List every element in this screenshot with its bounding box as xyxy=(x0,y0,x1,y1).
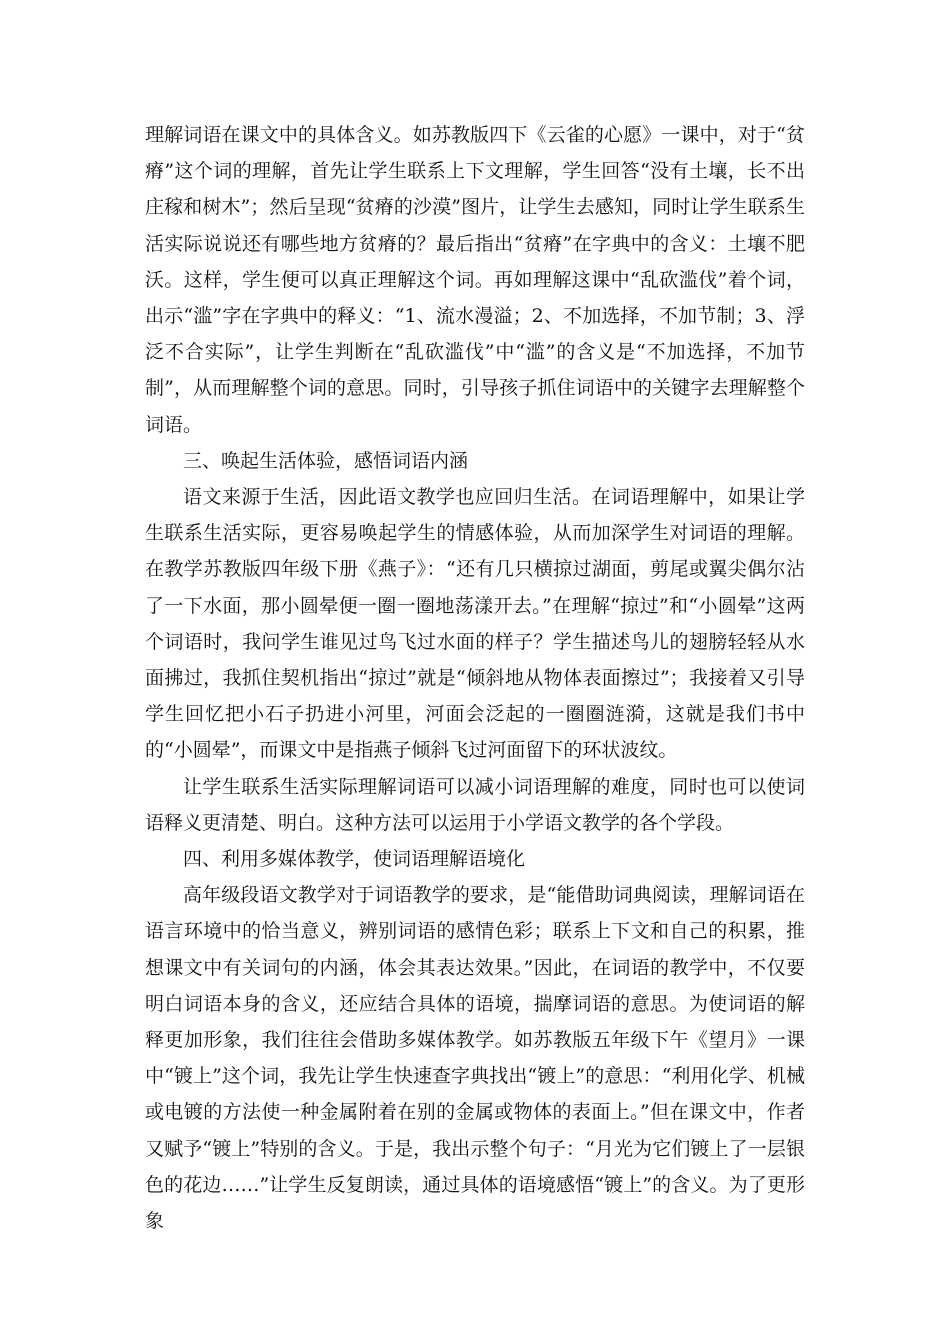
section-heading-4: 四、利用多媒体教学，使词语理解语境化 xyxy=(183,848,526,871)
body-paragraph-3: 让学生联系生活实际理解词语可以减小词语理解的难度，同时也可以使词语释义更清楚、明白。这种方法可以运用于小学语文教学的各个学段。 xyxy=(145,775,805,834)
body-paragraph-2: 语文来源于生活，因此语文教学也应回归生活。在词语理解中，如果让学生联系生活实际，更容易唤起学生的情感体验，从而加深学生对词语的理解。在教学苏教版四年级下册《燕子》：“还有几只横掠过湖面，剪尾或翼尖偶尔沾了一下水面，那小圆晕便一圈一圈地荡漾开去。”在理解“掠过”和“小圆晕”这两个词语时，我问学生谁见过鸟飞过水面的样子？学生描述鸟儿的翅膀轻轻从水面拂过，我抓住契机指出“掠过”就是“倾斜地从物体表面擦过”；我接着又引导学生回忆把小石子扔进小河里，河面会泛起的一圈圈涟漪，这就是我们书中的“小圆晕”，而课文中是指燕子倾斜飞过河面留下的环状波纹。 xyxy=(145,486,805,762)
body-paragraph-1: 理解词语在课文中的具体含义。如苏教版四下《云雀的心愿》一课中，对于“贫瘠”这个词的理解，首先让学生联系上下文理解，学生回答“没有土壤，长不出庄稼和树木”；然后呈现“贫瘠的沙漠”图片，让学生去感知，同时让学生联系生活实际说说还有哪些地方贫瘠的？最后指出“贫瘠”在字典中的含义：土壤不肥沃。这样，学生便可以真正理解这个词。再如理解这课中“乱砍滥伐”着个词，出示“滥”字在字典中的释义：“1、流水漫溢；2、不加选择，不加节制；3、浮泛不合实际”，让学生判断在“乱砍滥伐”中“滥”的含义是“不加选择，不加节制”，从而理解整个词的意思。同时，引导孩子抓住词语中的关键字去理解整个词语。 xyxy=(145,124,805,436)
body-paragraph-4: 高年级段语文教学对于词语教学的要求，是“能借助词典阅读，理解词语在语言环境中的恰当意义，辨别词语的感情色彩；联系上下文和自己的积累，推想课文中有关词句的内涵，体会其表达效果。”因此，在词语的教学中，不仅要明白词语本身的含义，还应结合具体的语境，揣摩词语的意思。为使词语的解释更加形象，我们往往会借助多媒体教学。如苏教版五年级下午《望月》一课中“镀上”这个词，我先让学生快速查字典找出“镀上”的意思：“利用化学、机械或电镀的方法使一种金属附着在别的金属或物体的表面上。”但在课文中，作者又赋予“镀上”特别的含义。于是，我出示整个句子：“月光为它们镀上了一层银色的花边……”让学生反复朗读，通过具体的语境感悟“镀上”的含义。为了更形象 xyxy=(145,884,805,1233)
section-heading-3: 三、唤起生活体验，感悟词语内涵 xyxy=(183,449,469,472)
document-body xyxy=(145,117,805,1239)
